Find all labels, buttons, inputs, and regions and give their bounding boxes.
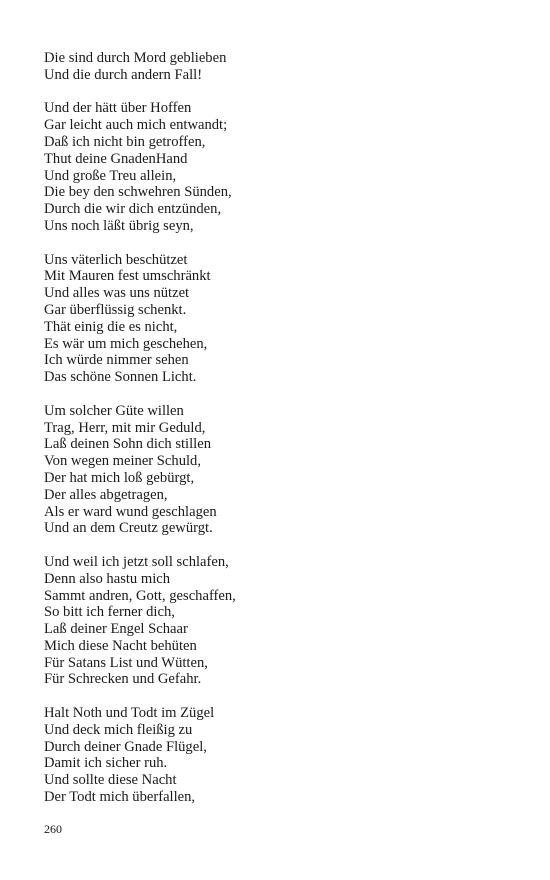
- poem-line: Und große Treu allein,: [44, 167, 177, 184]
- poem-line: Gar überflüssig schenkt.: [44, 301, 187, 318]
- poem-line: Damit ich sicher ruh.: [44, 755, 168, 772]
- poem-line: Und die durch andern Fall!: [44, 66, 203, 83]
- poem-line: Halt Noth und Todt im Zügel: [44, 705, 215, 722]
- stanza-3: [44, 252, 514, 386]
- poem-line: Ich würde nimmer sehen: [44, 352, 189, 369]
- poem-line: Durch deiner Gnade Flügel,: [44, 738, 207, 755]
- stanza-6: [44, 705, 514, 806]
- poem-line: Es wär um mich geschehen,: [44, 335, 208, 352]
- poem-line: Thät einig die es nicht,: [44, 318, 178, 335]
- poem-line: Von wegen meiner Schuld,: [44, 453, 201, 470]
- poem-line: Und deck mich fleißig zu: [44, 721, 193, 738]
- poem-line: Der Todt mich überfallen,: [44, 789, 196, 806]
- poem-line: Durch die wir dich entzünden,: [44, 201, 222, 218]
- stanza-1: [44, 50, 514, 84]
- poem-line: Die bey den schwehren Sünden,: [44, 184, 232, 201]
- poem-line: Als er ward wund geschlagen: [44, 503, 217, 520]
- poem-line: Trag, Herr, mit mir Geduld,: [44, 419, 206, 436]
- stanza-4: [44, 403, 514, 537]
- poem-line: Mich diese Nacht behüten: [44, 637, 197, 654]
- poem-line: So bitt ich ferner dich,: [44, 604, 175, 621]
- stanza-5: [44, 554, 514, 688]
- poem-line: Um solcher Güte willen: [44, 402, 184, 419]
- poem-line: Und alles was uns nützet: [44, 285, 190, 302]
- poem-line: Und der hätt über Hoffen: [44, 100, 192, 117]
- poem-line: Gar leicht auch mich entwandt;: [44, 117, 228, 134]
- poem-line: Sammt andren, Gott, geschaffen,: [44, 587, 236, 604]
- page-number: 260: [44, 822, 62, 836]
- poem-line: Laß deiner Engel Schaar: [44, 621, 188, 638]
- poem-body: [44, 50, 514, 823]
- poem-line: Laß deinen Sohn dich stillen: [44, 436, 211, 453]
- poem-line: Für Satans List und Wütten,: [44, 654, 208, 671]
- poem-line: Thut deine GnadenHand: [44, 150, 188, 167]
- poem-line: Für Schrecken und Gefahr.: [44, 671, 202, 688]
- poem-line: Mit Mauren fest umschränkt: [44, 268, 211, 285]
- poem-line: Uns noch läßt übrig seyn,: [44, 217, 194, 234]
- poem-line: Daß ich nicht bin getroffen,: [44, 133, 206, 150]
- poem-line: Die sind durch Mord geblieben: [44, 50, 227, 66]
- poem-line: Uns väterlich beschützet: [44, 251, 188, 268]
- poem-line: Denn also hastu mich: [44, 570, 171, 587]
- poem-line: Das schöne Sonnen Licht.: [44, 369, 197, 386]
- stanza-2: [44, 100, 514, 234]
- poem-line: Und an dem Creutz gewürgt.: [44, 520, 213, 537]
- poem-line: Der hat mich loß gebürgt,: [44, 469, 195, 486]
- poem-line: Und weil ich jetzt soll schlafen,: [44, 553, 229, 570]
- poem-line: Der alles abgetragen,: [44, 486, 168, 503]
- poem-line: Und sollte diese Nacht: [44, 772, 177, 789]
